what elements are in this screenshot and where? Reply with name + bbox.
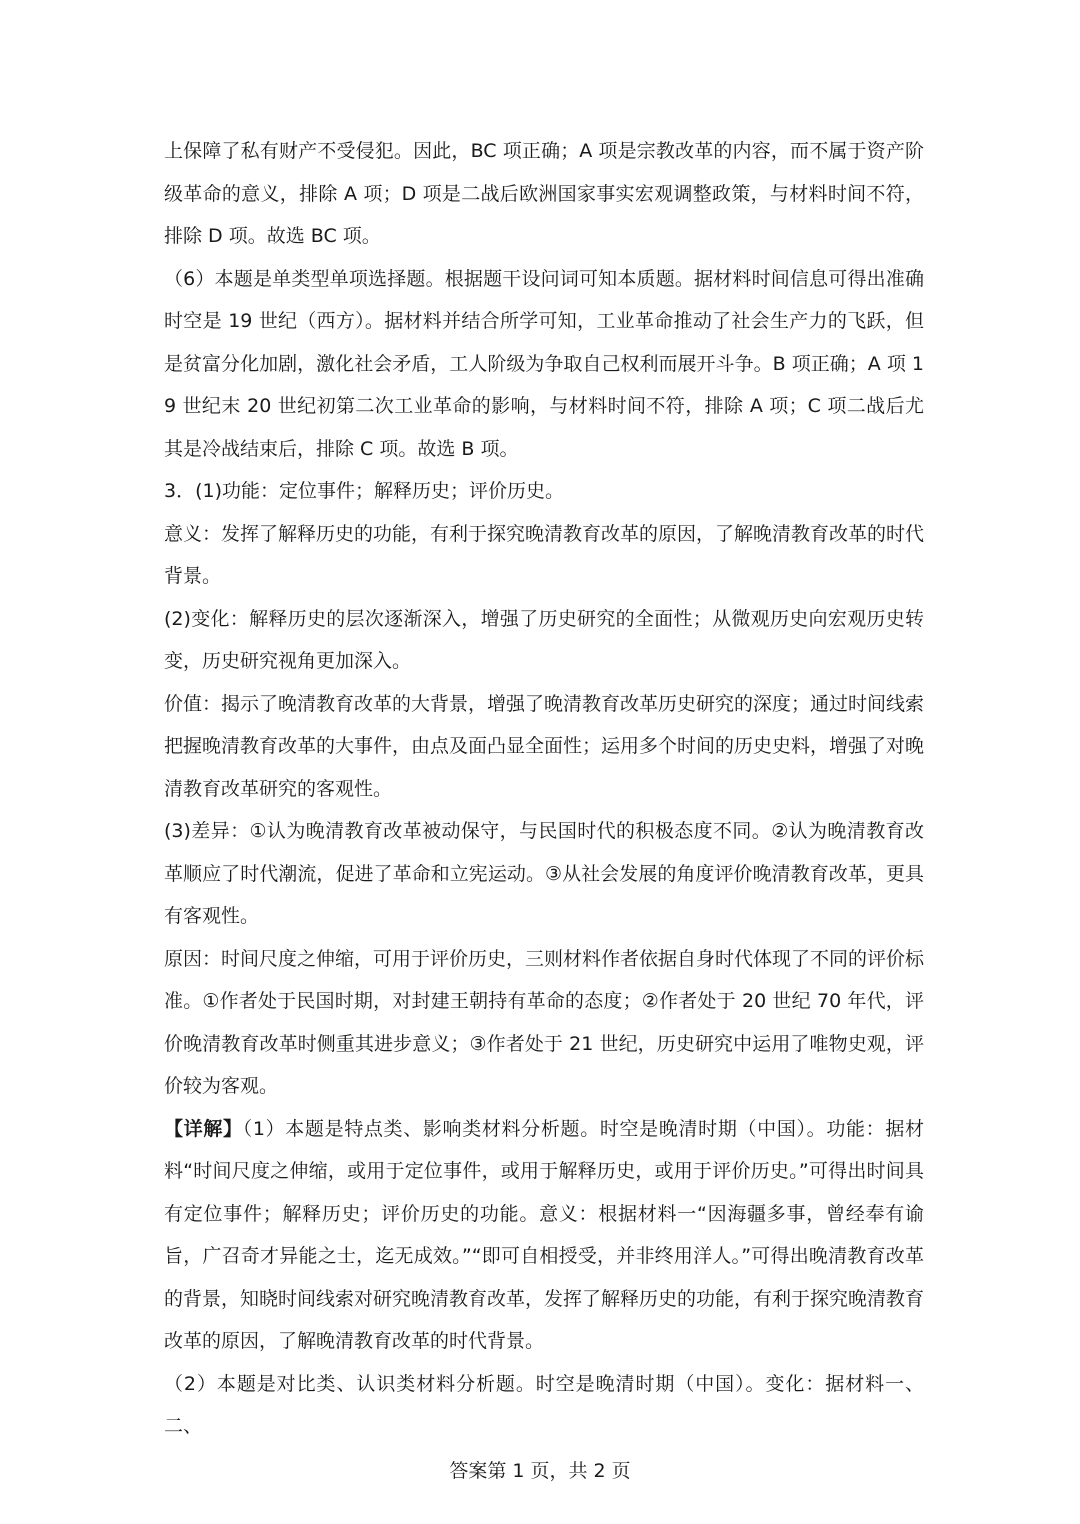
paragraph-q3-value: 价值：揭示了晚清教育改革的大背景，增强了晚清教育改革历史研究的深度；通过时间线索把握晚清教育改革的大事件，由点及面凸显全面性；运用多个时间的历史史料，增强了对晚清教育改革研究的客观性。	[164, 692, 925, 800]
paragraph-continuation: 上保障了私有财产不受侵犯。因此，BC 项正确；A 项是宗教改革的内容，而不属于资产阶级革命的意义，排除 A 项；D 项是二战后欧洲国家事实宏观调整政策，与材料时间不符，排除 D 项。故选 BC 项。	[164, 140, 924, 247]
paragraph-detail-2: （2）本题是对比类、认识类材料分析题。时空是晚清时期（中国）。变化：据材料一、二、	[164, 1372, 924, 1437]
paragraph-question-6: （6）本题是单类型单项选择题。根据题干设问词可知本质题。据材料时间信息可得出准确时空是 19 世纪（西方）。据材料并结合所学可知，工业革命推动了社会生产力的飞跃，但是贫富分化加剧，激化社会矛盾，工人阶级为争取自己权利而展开斗争。B 项正确；A 项 19 世纪末 20 世纪初第二次工业革命的影响，与材料时间不符，排除 A 项；C 项二战后尤其是冷战结束后，排除 C 项。故选 B 项。	[164, 267, 924, 460]
paragraph-q3-difference: (3)差异：①认为晚清教育改革被动保守，与民国时代的积极态度不同。②认为晚清教育改革顺应了时代潮流，促进了革命和立宪运动。③从社会发展的角度评价晚清教育改革，更具有客观性。	[164, 820, 924, 927]
paragraph-detail	[164, 1108, 924, 1363]
answer-content	[164, 130, 924, 1448]
paragraph-q3-significance: 意义：发挥了解释历史的功能，有利于探究晚清教育改革的原因，了解晚清教育改革的时代背景。	[164, 522, 925, 587]
paragraph-q3-change: (2)变化：解释历史的层次逐渐深入，增强了历史研究的全面性；从微观历史向宏观历史转变，历史研究视角更加深入。	[164, 607, 924, 672]
detail-label: 【详解】	[164, 1117, 243, 1140]
paragraph-q3-reason: 原因：时间尺度之伸缩，可用于评价历史，三则材料作者依据自身时代体现了不同的评价标准。①作者处于民国时期，对封建王朝持有革命的态度；②作者处于 20 世纪 70 年代，评价晚清教育改革时侧重其进步意义；③作者处于 21 世纪，历史研究中运用了唯物史观，评价较为客观。	[164, 947, 925, 1097]
page-footer: 答案第 1 页，共 2 页	[449, 1460, 631, 1482]
paragraph-q3-function: 3．(1)功能：定位事件；解释历史；评价历史。	[164, 480, 565, 502]
detail-text: （1）本题是特点类、影响类材料分析题。时空是晚清时期（中国）。功能：据材料“时间尺度之伸缩，或用于定位事件，或用于解释历史，或用于评价历史。”可得出时间具有定位事件；解释历史；评价历史的功能。意义：根据材料一“因海疆多事，曾经奉有谕旨，广召奇才异能之士，迄无成效。”“即可自相授受，并非终用洋人。”可得出晚清教育改革的背景，知晓时间线索对研究晚清教育改革，发挥了解释历史的功能，有利于探究晚清教育改革的原因，了解晚清教育改革的时代背景。	[164, 1117, 925, 1352]
